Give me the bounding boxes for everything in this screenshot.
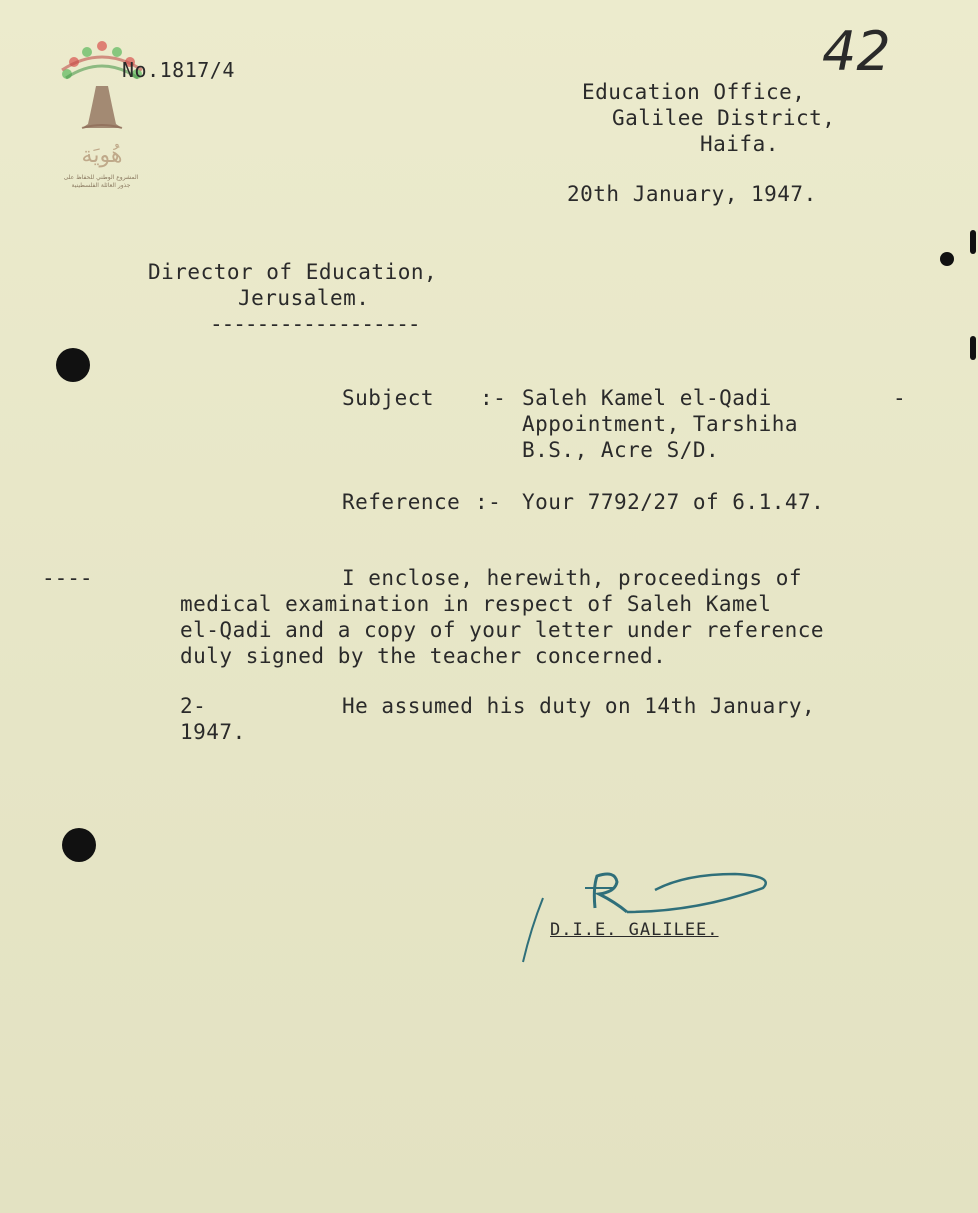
page-number: 42 — [822, 20, 891, 83]
para1-line4: duly signed by the teacher concerned. — [180, 644, 667, 668]
recipient-line2: Jerusalem. — [238, 286, 370, 310]
signature-icon — [515, 868, 785, 968]
subject-separator: :- — [480, 386, 507, 410]
tree-trunk-icon — [82, 86, 122, 128]
para1-line2: medical examination in respect of Saleh Kamel — [180, 592, 772, 616]
edge-mark-right1 — [970, 230, 976, 254]
para2-number: 2- — [180, 694, 207, 718]
subject-trailing-dash: - — [893, 386, 907, 410]
subject-line2: Appointment, Tarshiha — [522, 412, 799, 436]
reference-label: Reference — [342, 490, 461, 514]
subject-label: Subject — [342, 386, 435, 410]
punch-hole-lower — [62, 828, 96, 862]
watermark-caption-line1: المشروع الوطني للحفاظ على — [63, 174, 139, 181]
subject-line1: Saleh Kamel el-Qadi — [522, 386, 772, 410]
watermark-caption — [46, 174, 156, 190]
sender-line3: Haifa. — [700, 132, 779, 156]
margin-dash: ---- — [42, 566, 93, 590]
edge-mark-upper — [940, 252, 954, 266]
para2-line2: 1947. — [180, 720, 246, 744]
recipient-line1: Director of Education, — [148, 260, 438, 284]
reference-text: Your 7792/27 of 6.1.47. — [522, 490, 825, 514]
recipient-rule: ------------------ — [210, 312, 420, 336]
sender-line1: Education Office, — [582, 80, 806, 104]
para1-line1: I enclose, herewith, proceedings of — [342, 566, 803, 590]
para1-line3: el-Qadi and a copy of your letter under reference — [180, 618, 825, 642]
reference-separator: :- — [475, 490, 502, 514]
watermark-caption-line2: جذور العائلة الفلسطينية — [71, 182, 131, 189]
sender-line2: Galilee District, — [612, 106, 836, 130]
edge-mark-right2 — [970, 336, 976, 360]
ref-number: No.1817/4 — [122, 58, 235, 82]
watermark-arabic-word: هُويَة — [81, 143, 123, 168]
punch-hole-upper — [56, 348, 90, 382]
subject-line3: B.S., Acre S/D. — [522, 438, 720, 462]
signatory-name: D.I.E. GALILEE. — [550, 920, 719, 940]
letter-date: 20th January, 1947. — [567, 182, 817, 206]
para2-line1: He assumed his duty on 14th January, — [342, 694, 816, 718]
